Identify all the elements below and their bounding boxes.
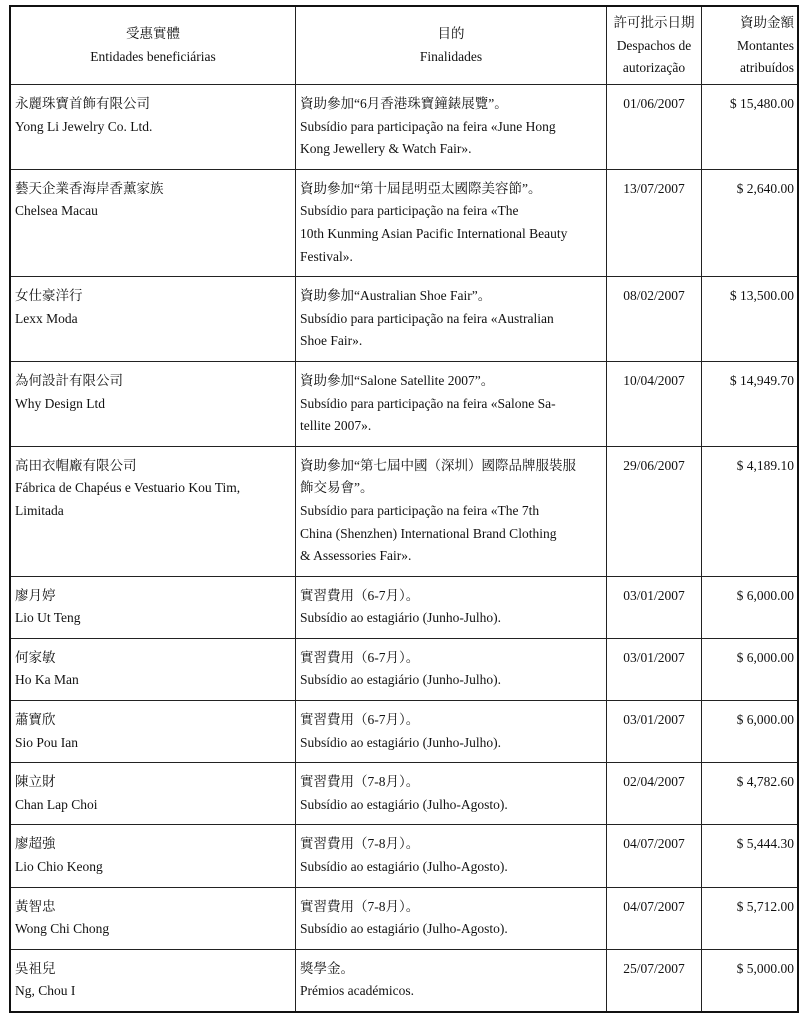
amount-cell: $ 4,189.10 [702,446,799,576]
entity-name-line: 廖月婷 [15,587,56,603]
date-cell: 03/01/2007 [607,576,702,638]
entity-cell [10,277,296,362]
purpose-line: & Assessories Fair». [300,548,412,564]
date-cell: 08/02/2007 [607,277,702,362]
amount-cell: $ 5,000.00 [702,949,799,1012]
purpose-cell [296,825,607,887]
purpose-cell [296,763,607,825]
entity-name-line: 藝天企業香海岸香薰家族 [15,180,164,196]
purpose-cell [296,277,607,362]
purpose-line: 實習費用（7-8月）。 [300,836,420,852]
table-row [10,825,798,887]
subsidy-table [9,5,799,1013]
purpose-cell [296,169,607,276]
entity-name-line: 陳立財 [15,774,56,790]
table-row [10,763,798,825]
entity-cell [10,169,296,276]
entity-name-line: 何家敏 [15,649,56,665]
entity-cell [10,446,296,576]
purpose-line: Subsídio para participação na feira «June Hong [300,118,556,134]
amount-cell: $ 5,712.00 [702,887,799,949]
entity-cell [10,825,296,887]
entity-name-line: Sio Pou Ian [15,734,79,750]
date-cell: 02/04/2007 [607,763,702,825]
entity-name-line: 為何設計有限公司 [15,372,123,388]
purpose-cell [296,638,607,700]
entity-name-line: 永麗珠寶首飾有限公司 [15,96,150,111]
purpose-line: Kong Jewellery & Watch Fair». [300,141,472,157]
table-row [10,85,798,170]
table-row [10,361,798,446]
purpose-line: 飾交易會”。 [300,480,374,496]
purpose-line: Subsídio para participação na feira «Salone Sa- [300,395,556,411]
purpose-cell [296,85,607,170]
purpose-line: Subsídio ao estagiário (Julho-Agosto). [300,921,508,937]
date-cell: 04/07/2007 [607,825,702,887]
header-purposes [296,6,607,85]
entity-name-line: Ho Ka Man [15,672,79,688]
entity-name-line: Chelsea Macau [15,203,98,219]
entity-cell [10,361,296,446]
purpose-cell [296,701,607,763]
entity-cell [10,638,296,700]
entity-name-line: 廖超強 [15,836,56,852]
entity-name-line: Lio Chio Keong [15,859,103,875]
entity-cell [10,763,296,825]
table-row [10,887,798,949]
amount-cell: $ 6,000.00 [702,638,799,700]
header-label-zh: 目的 [437,26,465,42]
header-label-pt: Despachos de [616,37,692,53]
table-row [10,169,798,276]
date-cell: 04/07/2007 [607,887,702,949]
header-label-pt: Entidades beneficiárias [90,49,216,64]
purpose-line: 資助參加“第十屆昆明亞太國際美容節”。 [300,180,542,196]
header-label-zh: 資助金額 [740,15,794,31]
table-body [10,85,798,1013]
amount-cell: $ 2,640.00 [702,169,799,276]
date-cell: 03/01/2007 [607,701,702,763]
entity-cell [10,701,296,763]
purpose-line: Subsídio ao estagiário (Julho-Agosto). [300,859,508,875]
purpose-line: Festival». [300,248,353,264]
date-cell: 13/07/2007 [607,169,702,276]
amount-cell: $ 14,949.70 [702,361,799,446]
header-entities [10,6,296,85]
table-row [10,446,798,576]
header-label-pt: atribuídos [740,60,794,76]
date-cell: 01/06/2007 [607,85,702,170]
amount-cell: $ 15,480.00 [702,85,799,170]
purpose-line: Subsídio ao estagiário (Junho-Julho). [300,610,501,626]
entity-name-line: 吳祖兒 [15,960,56,976]
purpose-line: 資助參加“Australian Shoe Fair”。 [300,288,492,304]
header-label-pt: autorização [622,60,686,76]
entity-name-line: Ng, Chou I [15,983,76,999]
entity-cell [10,576,296,638]
table-header-row [10,6,798,85]
purpose-line: Subsídio para participação na feira «The [300,203,519,219]
amount-cell: $ 6,000.00 [702,576,799,638]
purpose-line: China (Shenzhen) International Brand Clothing [300,525,557,541]
entity-cell [10,85,296,170]
header-label-pt: Finalidades [419,49,483,64]
date-cell: 29/06/2007 [607,446,702,576]
date-cell: 03/01/2007 [607,638,702,700]
table-row [10,576,798,638]
purpose-line: Prémios académicos. [300,983,414,999]
entity-cell [10,887,296,949]
amount-cell: $ 5,444.30 [702,825,799,887]
entity-name-line: Wong Chi Chong [15,921,110,937]
purpose-line: Subsídio ao estagiário (Julho-Agosto). [300,796,508,812]
entity-cell [10,949,296,1012]
header-dates [607,6,702,85]
purpose-line: Subsídio ao estagiário (Junho-Julho). [300,672,501,688]
date-cell: 25/07/2007 [607,949,702,1012]
purpose-line: 實習費用（6-7月）。 [300,587,420,603]
purpose-line: 實習費用（7-8月）。 [300,898,420,914]
table-row [10,701,798,763]
purpose-line: Shoe Fair». [300,333,363,349]
entity-name-line: Lexx Moda [15,310,78,326]
entity-name-line: Yong Li Jewelry Co. Ltd. [15,118,153,134]
purpose-line: Subsídio ao estagiário (Junho-Julho). [300,734,501,750]
purpose-cell [296,361,607,446]
purpose-line: Subsídio para participação na feira «Australian [300,310,554,326]
entity-name-line: 高田衣帽廠有限公司 [15,457,137,473]
purpose-cell [296,446,607,576]
purpose-line: 實習費用（6-7月）。 [300,649,420,665]
header-amounts [702,6,799,85]
header-label-zh: 受惠實體 [126,26,180,42]
purpose-cell [296,949,607,1012]
entity-name-line: Why Design Ltd [15,395,105,411]
purpose-cell [296,576,607,638]
purpose-line: 獎學金。 [300,960,354,976]
amount-cell: $ 6,000.00 [702,701,799,763]
purpose-line: tellite 2007». [300,418,372,434]
entity-name-line: Lio Ut Teng [15,610,81,626]
purpose-line: 實習費用（6-7月）。 [300,712,420,728]
table-row [10,949,798,1012]
table-row [10,277,798,362]
purpose-line: 資助參加“第七屆中國（深圳）國際品牌服裝服 [300,457,576,473]
entity-name-line: Chan Lap Choi [15,796,98,812]
purpose-line: 10th Kunming Asian Pacific International Beauty [300,225,568,241]
purpose-line: 實習費用（7-8月）。 [300,774,420,790]
purpose-line: Subsídio para participação na feira «The 7th [300,502,540,518]
header-label-pt: Montantes [737,37,794,53]
amount-cell: $ 4,782.60 [702,763,799,825]
entity-name-line: 女仕豪洋行 [15,288,83,304]
amount-cell: $ 13,500.00 [702,277,799,362]
entity-name-line: 蕭寶欣 [15,712,56,728]
table-row [10,638,798,700]
entity-name-line: Limitada [15,502,64,518]
date-cell: 10/04/2007 [607,361,702,446]
header-label-zh: 許可批示日期 [613,15,695,31]
purpose-line: 資助參加“6月香港珠寶鐘錶展覽”。 [300,96,508,111]
purpose-line: 資助參加“Salone Satellite 2007”。 [300,372,495,388]
purpose-cell [296,887,607,949]
entity-name-line: Fábrica de Chapéus e Vestuario Kou Tim, [15,480,241,496]
entity-name-line: 黃智忠 [15,898,56,914]
